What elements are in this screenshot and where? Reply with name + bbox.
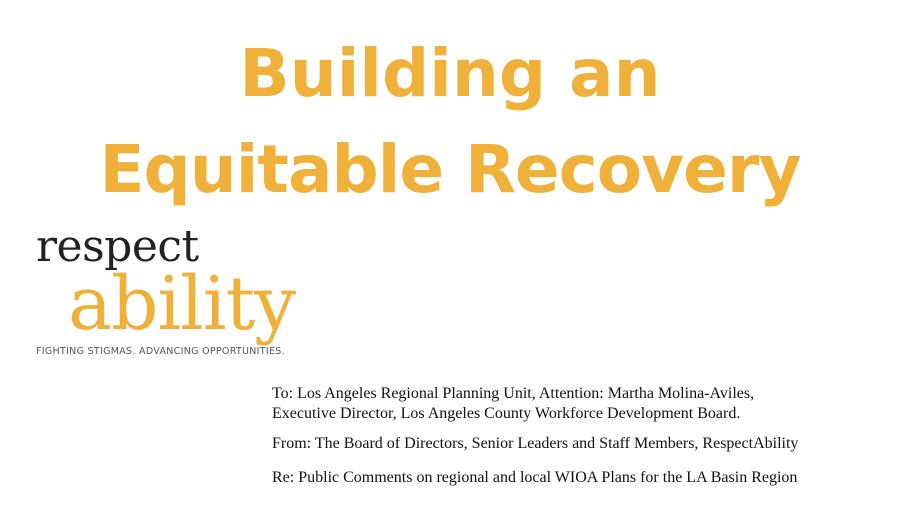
memo-from: From: The Board of Directors, Senior Leaders and Staff Members, RespectAbility [272, 435, 799, 452]
logo-word-respect: respect [36, 221, 199, 272]
logo-tagline: FIGHTING STIGMAS. ADVANCING OPPORTUNITIES. [36, 346, 285, 357]
memo-to-line-2: Executive Director, Los Angeles County Workforce Development Board. [272, 405, 741, 422]
memo-to [272, 384, 892, 424]
document-title-line-2: Equitable Recovery [99, 131, 801, 208]
memo-re: Re: Public Comments on regional and local WIOA Plans for the LA Basin Region [272, 469, 798, 486]
document-title-line-1: Building an [239, 35, 661, 112]
memo-to-line-1: To: Los Angeles Regional Planning Unit, Attention: Martha Molina-Aviles, [272, 385, 755, 402]
logo-word-ability: ability [68, 261, 296, 347]
respectability-logo [36, 222, 356, 362]
memo-block [272, 384, 892, 502]
